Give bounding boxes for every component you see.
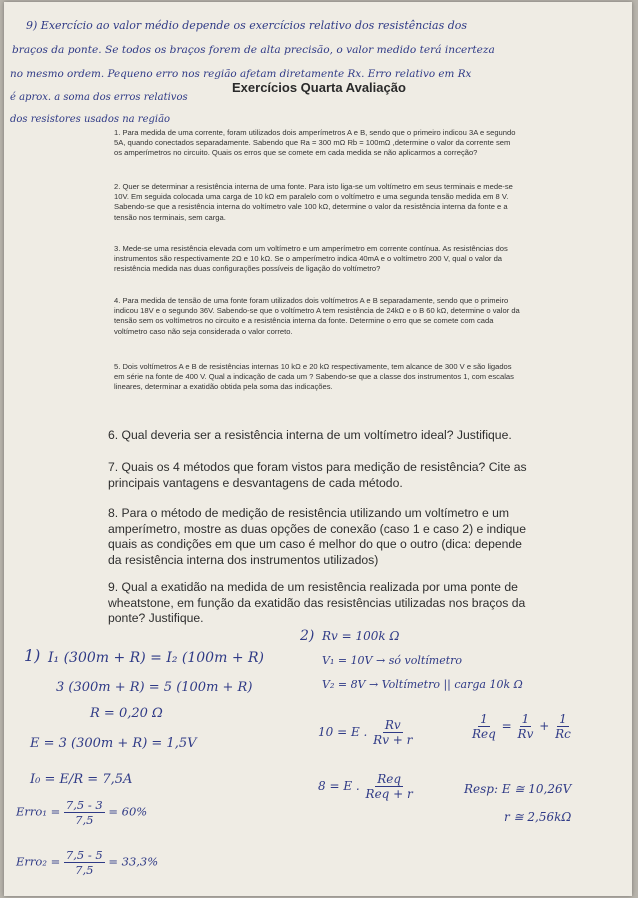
handwritten-line-3: no mesmo ordem. Pequeno erro nos região afetam diretamente Rx. Erro relativo em Rx [10,68,472,80]
answer-2-eq1 [318,718,414,747]
page-title: Exercícios Quarta Avaliação [232,80,406,95]
question-7: 7. Quais os 4 métodos que foram vistos para medição de resistência? Cite as principais vantagens e desvantagens de cada método. [108,460,527,490]
question-5: 5. Dois voltímetros A e B de resistências internas 10 kΩ e 20 kΩ respectivamente, tem alcance de 300 V e são ligados em série na fonte de 400 V. Qual a indicação de cada um ? Sabendo-se que a classe dos instrumentos 1, com escalas lineares, determinar a exatidão obtida pela soma das indicações. [114,362,514,392]
question-8: 8. Para o método de medição de resistência utilizando um voltímetro e um amperímetro, mostre as duas opções de conexão (caso 1 e caso 2) e indique quais as condições em que um caso é melhor do que o outro (dica: depende da resistência interna dos instrumentos utilizados) [108,506,526,567]
error-2-result: = 33,3% [108,854,159,869]
question-2: 2. Quer se determinar a resistência interna de uma fonte. Para isto liga-se um voltímetro em seus terminais e mede-se 10V. Em seguida colocada uma carga de 10 kΩ em paralelo com o voltímetro e uma segunda tensão medida em 8 V. Sabendo-se que a resistência interna do voltímetro vale 100 kΩ, determine o valor da resistência interna da fonte e a tensão nos terminais, sem carga. [114,182,513,222]
eq1-denominator: Rv + r [373,733,413,747]
handwritten-line-4: é aprox. a soma dos erros relativos [10,92,188,103]
answer-1-label: 1) [24,646,41,665]
parallel-rc-num: 1 [559,712,567,726]
exam-page [4,2,632,896]
question-4: 4. Para medida de tensão de uma fonte foram utilizados dois voltímetros A e B separadamente, sendo que o primeiro indicou 18V e o segundo 36V. Sabendo-se que o voltímetro A tem resistência de 24kΩ e o B 60 kΩ, determine o valor da tensão sem os voltímetros no circuito e a resistência interna da fonte. Determine o erro que se comete com cada voltímetro caso não seja considerada o valor correto. [114,296,520,336]
parallel-rv-num: 1 [521,712,530,726]
parallel-rc-den: Rc [555,727,571,741]
answer-1-error-2 [16,848,158,877]
eq2-numerator: Req [377,772,402,786]
answer-2-v1: V₁ = 10V → só voltímetro [322,654,463,667]
parallel-rv [516,712,536,741]
question-1: 1. Para medida de uma corrente, foram utilizados dois amperímetros A e B, sendo que o primeiro indicou 3A e segundo 5A, quando conectados separadamente. Sabendo que Ra = 300 mΩ Rb = 100mΩ ,determine o valor da corrente sem os amperímetros no circuito. Quais os erros que se comete em cada medida se não aplicarmos a correção? [114,128,516,158]
answer-2-v2: V₂ = 8V → Voltímetro || carga 10k Ω [322,678,523,691]
error-2-label: Erro₂ = [16,854,61,869]
error-1-label: Erro₁ = [16,804,61,819]
handwritten-line-5: dos resistores usados na região [10,114,171,125]
answer-2-parallel [470,712,573,741]
parallel-equals: = [501,719,512,733]
answer-1-eq5: I₀ = E/R = 7,5A [30,772,133,787]
parallel-lhs-den: Req [472,727,496,741]
error-2-fraction [64,848,105,877]
parallel-rc [553,712,573,741]
parallel-rv-den: Rv [517,727,534,741]
parallel-lhs-num: 1 [480,712,488,726]
error-1-numerator: 7,5 - 3 [65,798,103,812]
eq1-fraction [371,718,414,747]
answer-1-eq4: E = 3 (300m + R) = 1,5V [30,736,197,751]
answer-2-label: 2) [300,628,315,644]
answer-1-eq3: R = 0,20 Ω [90,706,163,721]
error-1-fraction [64,798,105,827]
parallel-plus: + [539,719,550,733]
eq1-numerator: Rv [384,718,401,732]
error-2-numerator: 7,5 - 5 [65,848,103,862]
question-3: 3. Mede-se uma resistência elevada com um voltímetro e um amperímetro em corrente contínua. As resistências dos instrumentos são respectivamente 2Ω e 10 kΩ. Se o amperímetro indica 40mA e o voltímetro 200 V, qual o valor da resistência medida nas duas configurações possíveis de ligação do voltímetro? [114,244,508,274]
eq2-fraction [364,772,415,801]
answer-1-eq1: I₁ (300m + R) = I₂ (100m + R) [48,650,265,666]
parallel-lhs [470,712,498,741]
eq2-left: 8 = E . [318,779,360,793]
answer-2-eq2 [318,772,415,801]
eq2-denominator: Req + r [365,787,413,801]
answer-1-eq2: 3 (300m + R) = 5 (100m + R) [56,680,253,695]
question-9: 9. Qual a exatidão na medida de um resistência realizada por uma ponte de wheatstone, em função da exatidão das resistências utilizadas nos braços da ponte? Justifique. [108,580,526,625]
handwritten-line-2: braços da ponte. Se todos os braços forem de alta precisão, o valor medido terá incerteza [12,44,495,56]
question-6: 6. Qual deveria ser a resistência interna de um voltímetro ideal? Justifique. [108,428,512,442]
error-2-denominator: 7,5 [75,863,94,877]
error-1-result: = 60% [108,804,148,819]
answer-2-response-e: Resp: E ≅ 10,26V [464,782,572,796]
answer-2-rv: Rv = 100k Ω [322,629,400,643]
answer-1-error-1 [16,798,147,827]
answer-2-response-r: r ≅ 2,56kΩ [504,810,572,824]
handwritten-line-1: 9) Exercício ao valor médio depende os exercícios relativo dos resistências dos [26,19,468,32]
eq1-left: 10 = E . [318,725,368,739]
error-1-denominator: 7,5 [75,813,94,827]
